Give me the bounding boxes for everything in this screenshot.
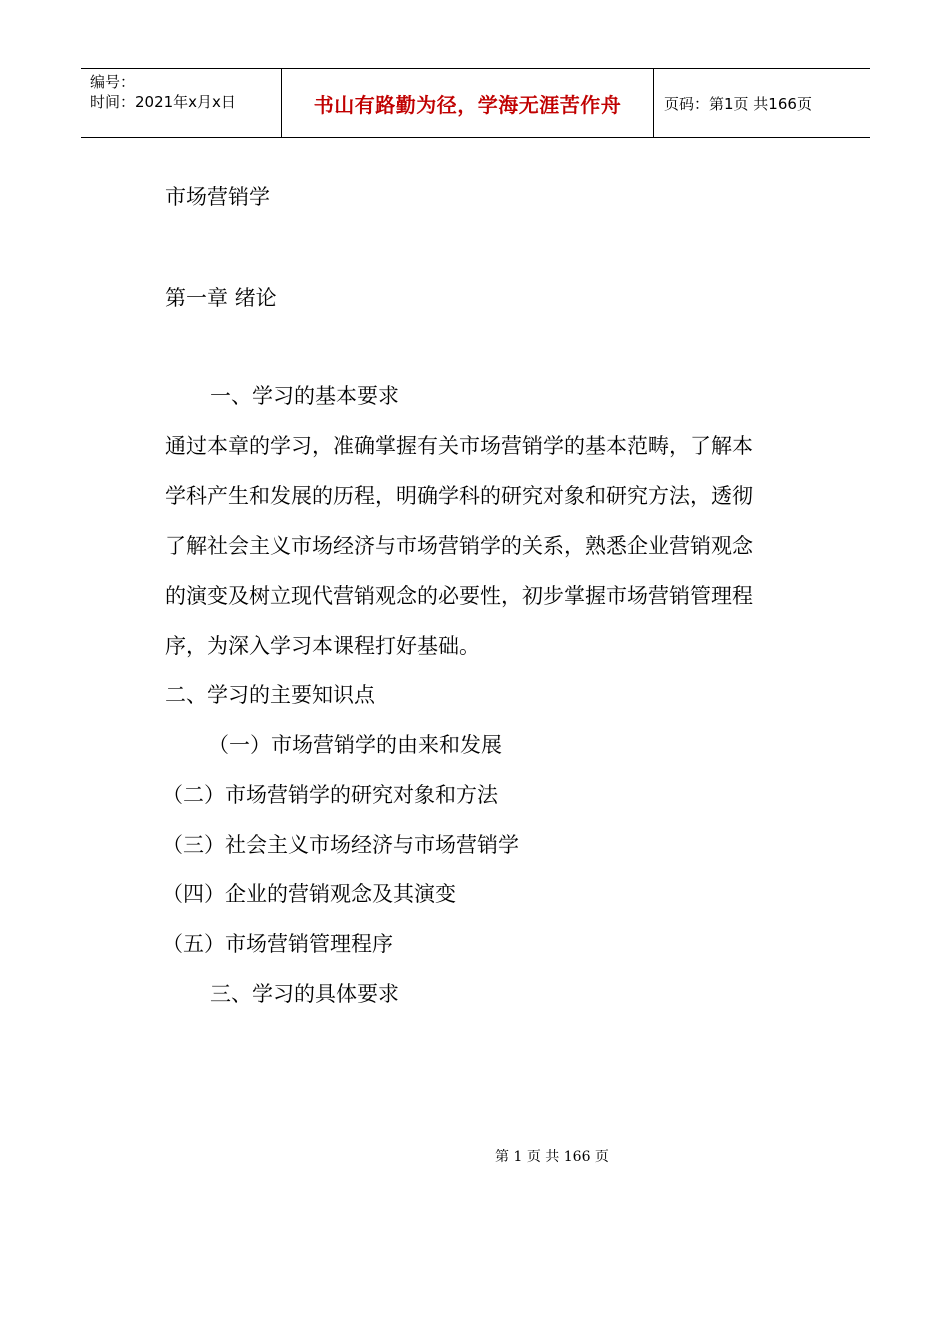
paragraph-line: 学科产生和发展的历程，明确学科的研究对象和研究方法，透彻 [165,484,753,508]
chapter-heading: 第一章 绪论 [165,286,277,310]
paragraph-line: 序，为深入学习本课程打好基础。 [165,634,480,658]
knowledge-point-item: （三）社会主义市场经济与市场营销学 [162,833,519,857]
section-heading-1: 一、学习的基本要求 [210,384,399,408]
document-title: 市场营销学 [165,185,270,209]
document-time-label: 时间：2021年x月x日 [90,93,236,111]
knowledge-point-item: （二）市场营销学的研究对象和方法 [162,783,498,807]
paragraph-line: 通过本章的学习，准确掌握有关市场营销学的基本范畴，了解本 [165,434,753,458]
section-heading-3: 三、学习的具体要求 [210,982,399,1006]
paragraph-line: 了解社会主义市场经济与市场营销学的关系，熟悉企业营销观念 [165,534,753,558]
header-page-info: 页码：第1页 共166页 [664,94,812,113]
paragraph-line: 的演变及树立现代营销观念的必要性，初步掌握市场营销管理程 [165,584,753,608]
document-number-label: 编号： [90,73,136,91]
section-heading-2: 二、学习的主要知识点 [165,683,375,707]
knowledge-point-item: （五）市场营销管理程序 [162,932,393,956]
knowledge-point-item: （四）企业的营销观念及其演变 [162,882,456,906]
knowledge-point-item: （一）市场营销学的由来和发展 [208,733,502,757]
page-header [81,68,870,138]
header-motto: 书山有路勤为径，学海无涯苦作舟 [282,69,654,137]
page-footer: 第 1 页 共 166 页 [495,1149,609,1165]
header-meta [81,69,282,137]
